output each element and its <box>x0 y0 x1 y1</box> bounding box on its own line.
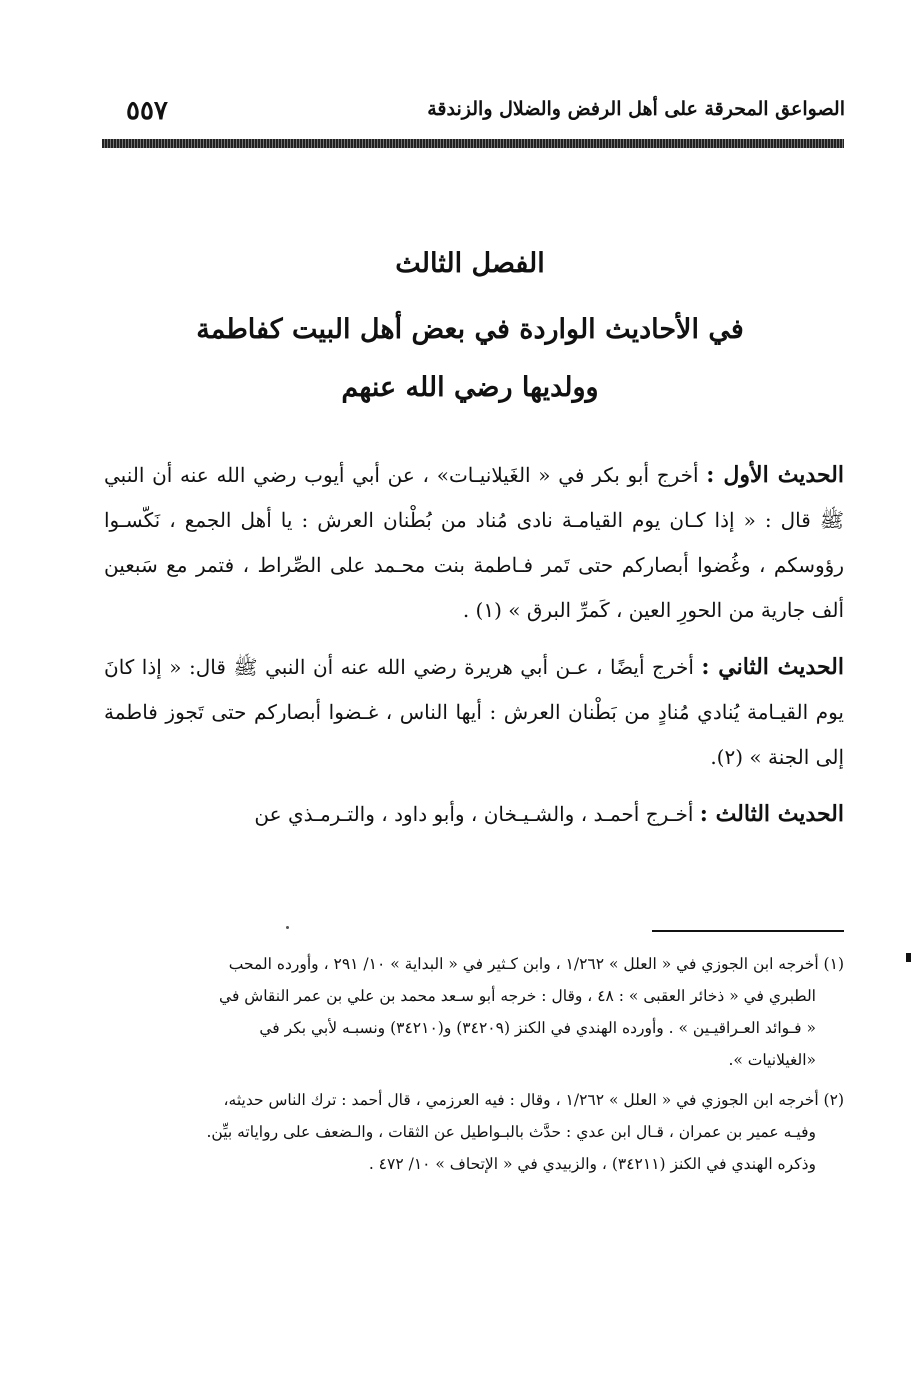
header-rule <box>102 139 844 148</box>
footnote-1-line: «الغيلانيات ». <box>728 1051 816 1069</box>
body-text <box>104 453 844 849</box>
footnote-separator <box>652 930 844 932</box>
chapter-headings <box>150 248 790 417</box>
hadith-paragraph-1 <box>104 453 844 633</box>
section-title-line1: في الأحاديث الواردة في بعض أهل البيت كفاطمة <box>196 314 744 345</box>
running-title: الصواعق المحرقة على أهل الرفض والضلال والزندقة <box>427 98 845 120</box>
hadith-3-label: الحديث الثالث : <box>699 801 844 827</box>
page-number: ٥٥٧ <box>126 96 168 126</box>
footnote-1-line: الطبري في « ذخائر العقبى » : ٤٨ ، وقال : خرجه أبو سـعد محمد بن علي بن عمر النقاش في <box>219 987 816 1005</box>
footnotes <box>104 948 844 1188</box>
stray-dot <box>286 926 289 929</box>
chapter-title: الفصل الثالث <box>395 248 545 279</box>
footnote-1-line: « فـوائد العـراقيـين » . وأورده الهندي في الكنز (٣٤٢٠٩) و(٣٤٢١٠) ونسبـه لأبي بكر في <box>259 1019 816 1037</box>
hadith-2-label: الحديث الثاني : <box>701 654 844 680</box>
hadith-1-label: الحديث الأول : <box>706 462 844 488</box>
hadith-paragraph-3 <box>104 792 844 837</box>
hadith-2-text: أخرج أيضًا ، عـن أبي هريرة رضي الله عنه أن النبي ﷺ قال: « إذا كانَ يوم القيـامة يُنادي مُنادٍ من بَطْنان العرش : أيها الناس ، غـضوا أبصاركم حتى تَجوز فاطمة إلى الجنة » (٢). <box>104 655 844 769</box>
page-header <box>100 96 845 136</box>
footnote-2-line: وفيـه عمير بن عمران ، قـال ابن عدي : حدَّث بالبـواطيل عن الثقات ، والـضعف على رواياته بيِّن. <box>206 1123 816 1141</box>
footnote-2 <box>104 1084 844 1180</box>
hadith-1-text: أخرج أبو بكر في « الغَيلانيـات» ، عن أبي أيوب رضي الله عنه أن النبي ﷺ قال : « إذا كـان يوم القيامـة نادى مُناد من بُطْنان العرش : يا أهل الجمع ، نَكّسـوا رؤوسكم ، وغُضوا أبصاركم حتى تَمر فـاطمة بنت محـمد على الصِّراط ، فتمر مع سَبعين ألف جارية من الحورِ العين ، كَمرِّ البرق » (١) . <box>104 463 844 622</box>
footnote-1 <box>104 948 844 1076</box>
footnote-1-line: (١) أخرجه ابن الجوزي في « العلل » ١/٢٦٢ ، وابن كـثير في « البداية » ١٠/ ٢٩١ ، وأورده المحب <box>228 955 844 973</box>
footnote-2-line: وذكره الهندي في الكنز (٣٤٢١١) ، والزبيدي في « الإتحاف » ١٠/ ٤٧٢ . <box>368 1155 816 1173</box>
section-title-line2: وولديها رضي الله عنهم <box>341 372 599 403</box>
margin-mark <box>906 953 911 962</box>
hadith-paragraph-2 <box>104 645 844 780</box>
hadith-3-text: أخـرج أحمـد ، والشـيـخان ، وأبو داود ، والتـرمـذي عن <box>254 802 694 826</box>
footnote-2-line: (٢) أخرجه ابن الجوزي في « العلل » ١/٢٦٢ ، وقال : فيه العرزمي ، قال أحمد : ترك الناس حديثه، <box>223 1091 844 1109</box>
